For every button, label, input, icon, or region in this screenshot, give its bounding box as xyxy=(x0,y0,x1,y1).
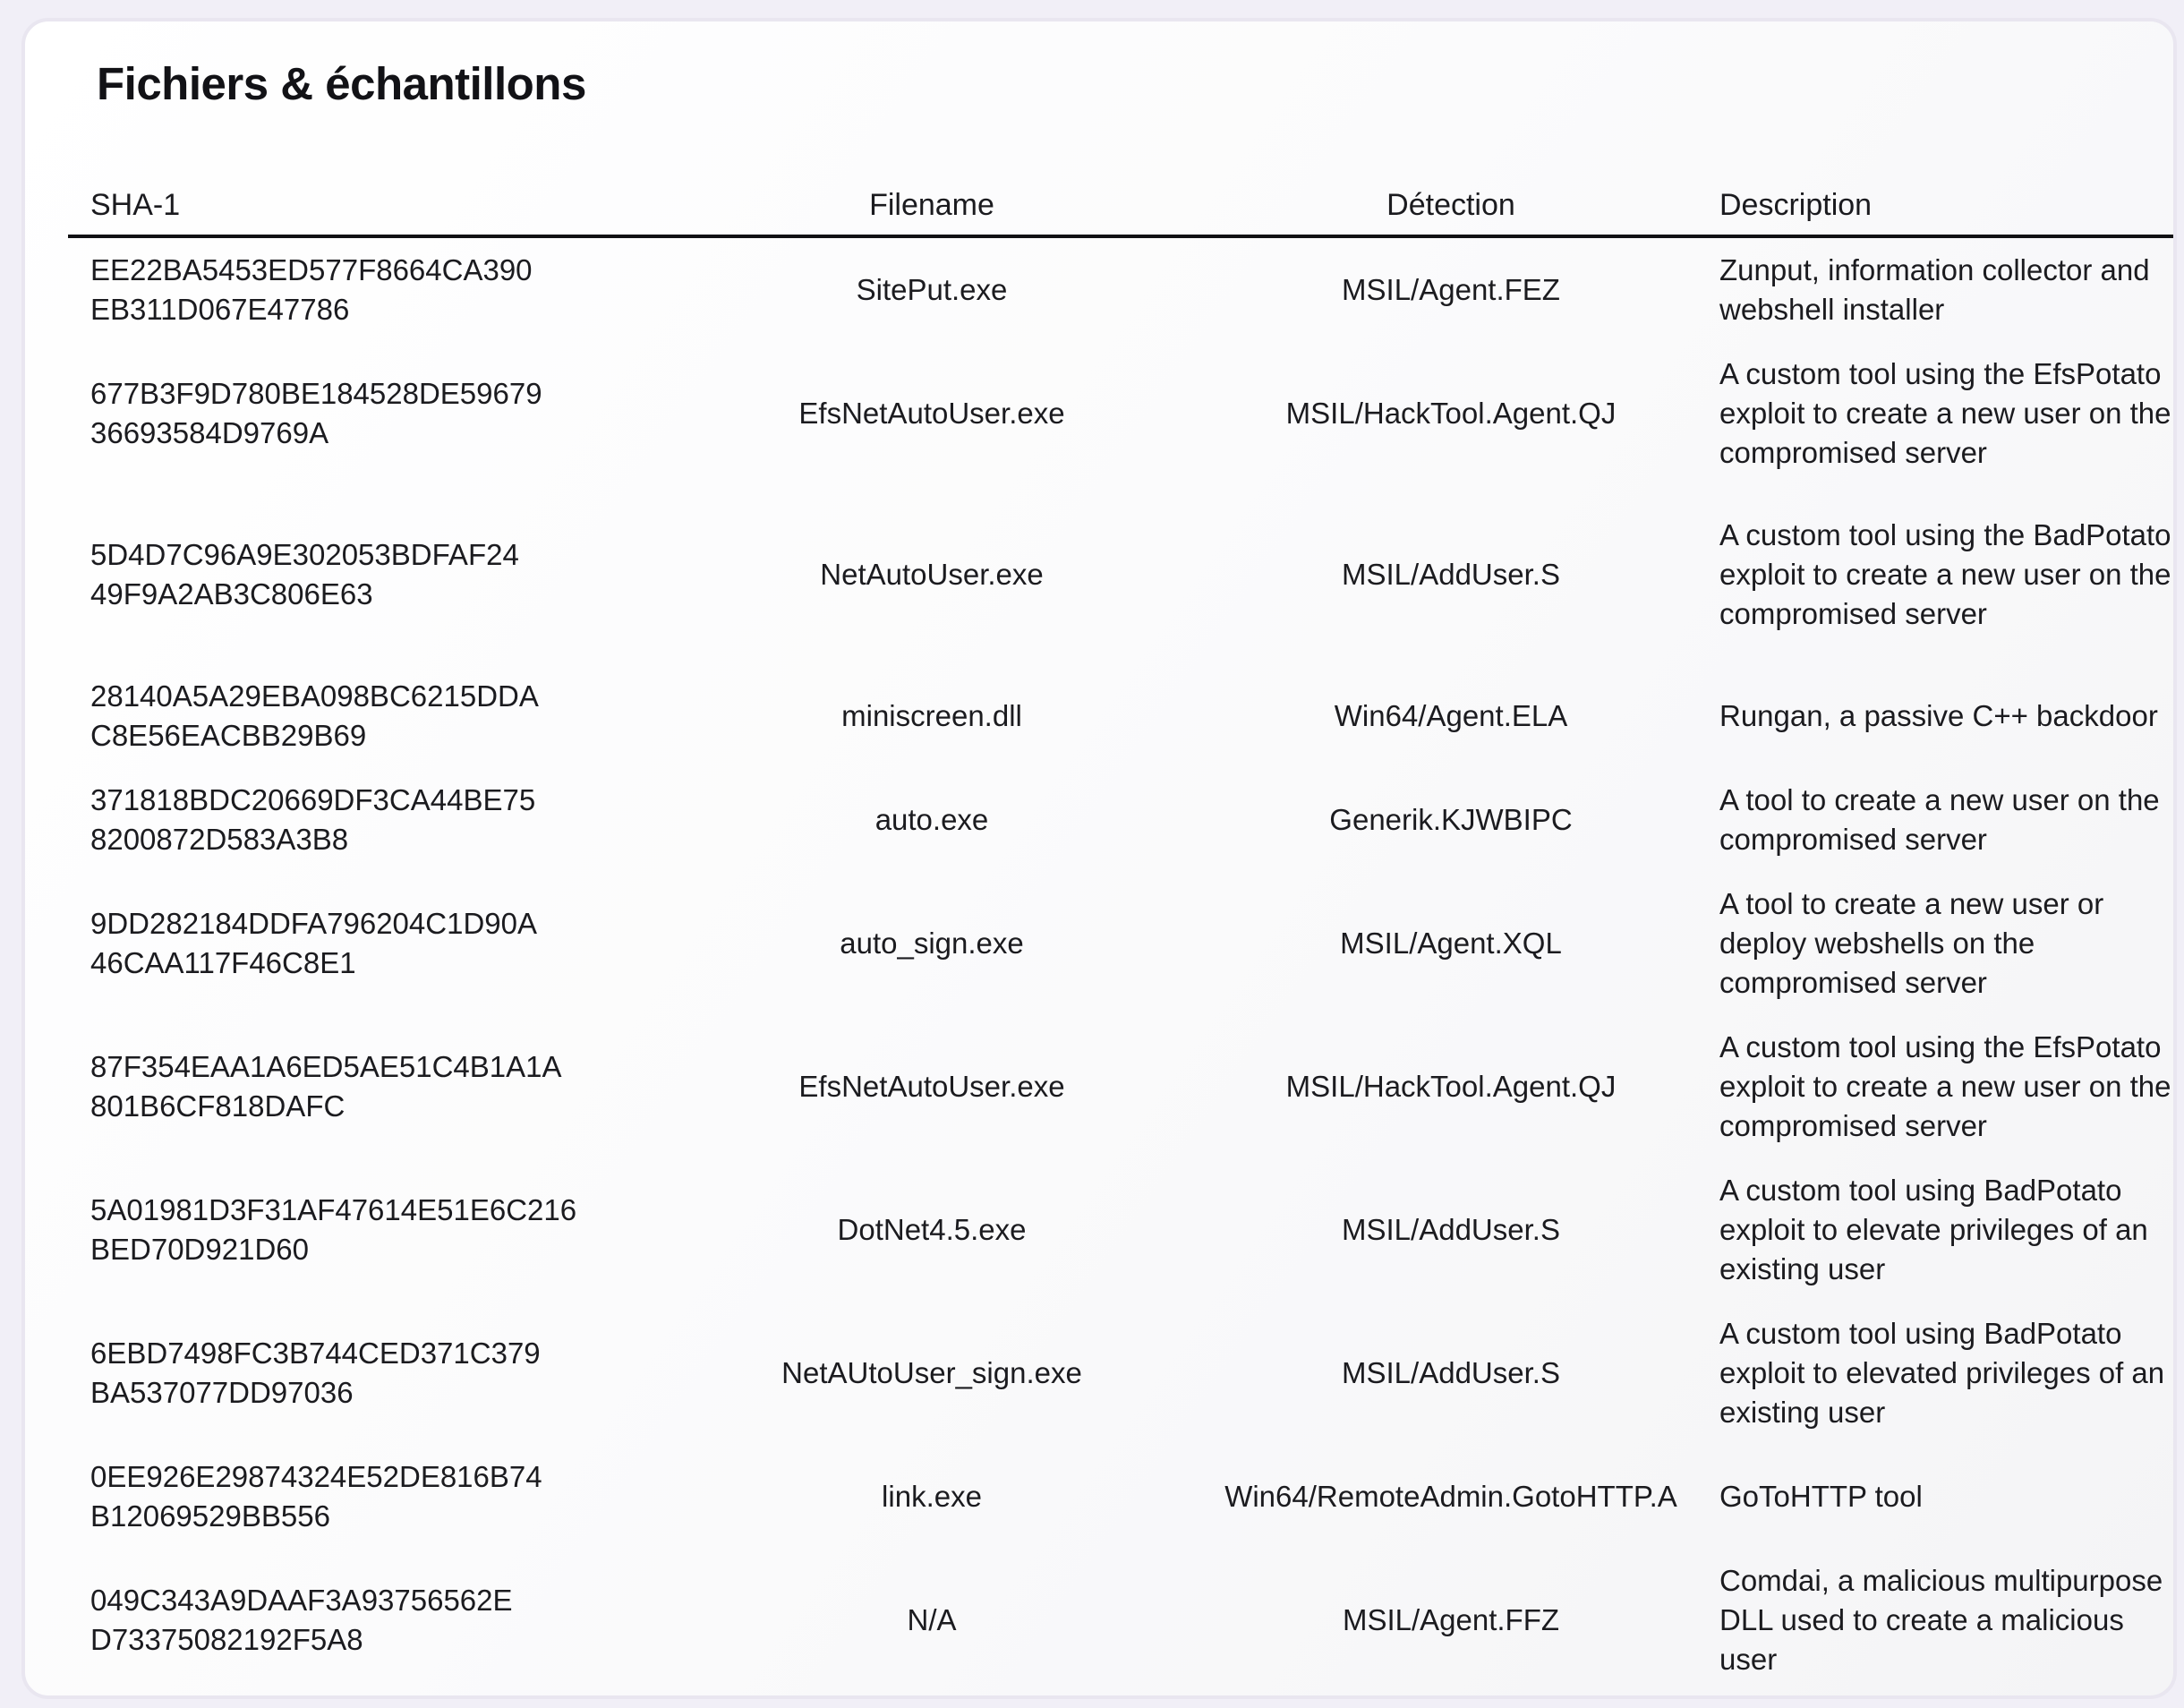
table-row xyxy=(68,1445,2177,1549)
description-cell: Zunput, information collector and webshell installer xyxy=(1719,253,2150,326)
description-cell: A custom tool using the EfsPotato exploit to create a new user on the compromised server xyxy=(1719,1030,2171,1142)
detection-cell: Generik.KJWBIPC xyxy=(1329,803,1573,836)
detection-cell: MSIL/Agent.FFZ xyxy=(1342,1603,1560,1636)
detection-cell: MSIL/AddUser.S xyxy=(1342,558,1560,591)
filename-cell: N/A xyxy=(907,1603,957,1636)
header-row xyxy=(68,175,2177,236)
description-cell: A tool to create a new user or deploy webshells on the compromised server xyxy=(1719,887,2104,999)
filename-cell: auto.exe xyxy=(874,803,989,836)
column-header-sha1: SHA-1 xyxy=(68,175,672,236)
filename-cell: link.exe xyxy=(882,1480,982,1513)
table-row xyxy=(68,768,2177,872)
column-header-filename: Filename xyxy=(672,175,1191,236)
table-body xyxy=(68,236,2177,1692)
sha1-cell: 5D4D7C96A9E302053BDFAF24 49F9A2AB3C806E63 xyxy=(90,538,519,611)
detection-cell: MSIL/AddUser.S xyxy=(1342,1356,1560,1389)
detection-cell: MSIL/HackTool.Agent.QJ xyxy=(1285,397,1617,430)
table-row xyxy=(68,1302,2177,1445)
filename-cell: EfsNetAutoUser.exe xyxy=(798,1070,1065,1103)
description-cell: A custom tool using the BadPotato exploit to create a new user on the compromised server xyxy=(1719,518,2171,630)
filename-cell: DotNet4.5.exe xyxy=(837,1213,1027,1246)
table-row xyxy=(68,236,2177,342)
description-cell: A custom tool using BadPotato exploit to elevated privileges of an existing user xyxy=(1719,1317,2165,1429)
detection-cell: MSIL/Agent.FEZ xyxy=(1342,273,1560,306)
filename-cell: miniscreen.dll xyxy=(841,699,1022,732)
filename-cell: EfsNetAutoUser.exe xyxy=(798,397,1065,430)
description-cell: A custom tool using the EfsPotato exploit to create a new user on the compromised server xyxy=(1719,357,2171,469)
sha1-cell: 0EE926E29874324E52DE816B74 B12069529BB556 xyxy=(90,1460,542,1533)
description-cell: A custom tool using BadPotato exploit to elevate privileges of an existing user xyxy=(1719,1174,2148,1285)
table-row xyxy=(68,1549,2177,1692)
sha1-cell: 87F354EAA1A6ED5AE51C4B1A1A 801B6CF818DAFC xyxy=(90,1050,562,1123)
filename-cell: SitePut.exe xyxy=(856,273,1008,306)
sha1-cell: 049C343A9DAAF3A93756562E D73375082192F5A8 xyxy=(90,1584,513,1656)
column-header-description: Description xyxy=(1711,175,2177,236)
filename-cell: NetAutoUser.exe xyxy=(820,558,1044,591)
page-title: Fichiers & échantillons xyxy=(97,58,586,109)
description-cell: GoToHTTP tool xyxy=(1719,1480,1923,1513)
sha1-cell: 28140A5A29EBA098BC6215DDA C8E56EACBB29B69 xyxy=(90,679,539,752)
detection-cell: MSIL/AddUser.S xyxy=(1342,1213,1560,1246)
description-cell: Comdai, a malicious multipurpose DLL used to create a malicious user xyxy=(1719,1564,2163,1676)
table-row xyxy=(68,342,2177,485)
sha1-cell: EE22BA5453ED577F8664CA390 EB311D067E47786 xyxy=(90,253,533,326)
sha1-cell: 5A01981D3F31AF47614E51E6C216 BED70D921D60 xyxy=(90,1193,577,1266)
samples-table xyxy=(68,175,2177,1692)
table-header xyxy=(68,175,2177,236)
files-samples-card xyxy=(21,18,2177,1699)
column-header-detection: Détection xyxy=(1191,175,1711,236)
table-row xyxy=(68,664,2177,768)
description-cell: A tool to create a new user on the compromised server xyxy=(1719,783,2160,856)
filename-cell: auto_sign.exe xyxy=(840,927,1024,960)
table-row xyxy=(68,1158,2177,1302)
table-row xyxy=(68,485,2177,664)
detection-cell: MSIL/Agent.XQL xyxy=(1340,927,1562,960)
filename-cell: NetAUtoUser_sign.exe xyxy=(781,1356,1082,1389)
detection-cell: Win64/RemoteAdmin.GotoHTTP.A xyxy=(1224,1480,1677,1513)
sha1-cell: 677B3F9D780BE184528DE59679 36693584D9769A xyxy=(90,377,542,449)
sha1-cell: 371818BDC20669DF3CA44BE75 8200872D583A3B8 xyxy=(90,783,536,856)
sha1-cell: 9DD282184DDFA796204C1D90A 46CAA117F46C8E1 xyxy=(90,907,537,979)
detection-cell: MSIL/HackTool.Agent.QJ xyxy=(1285,1070,1617,1103)
sha1-cell: 6EBD7498FC3B744CED371C379 BA537077DD97036 xyxy=(90,1337,541,1409)
description-cell: Rungan, a passive C++ backdoor xyxy=(1719,699,2158,732)
table-row xyxy=(68,872,2177,1015)
detection-cell: Win64/Agent.ELA xyxy=(1334,699,1568,732)
table-row xyxy=(68,1015,2177,1158)
